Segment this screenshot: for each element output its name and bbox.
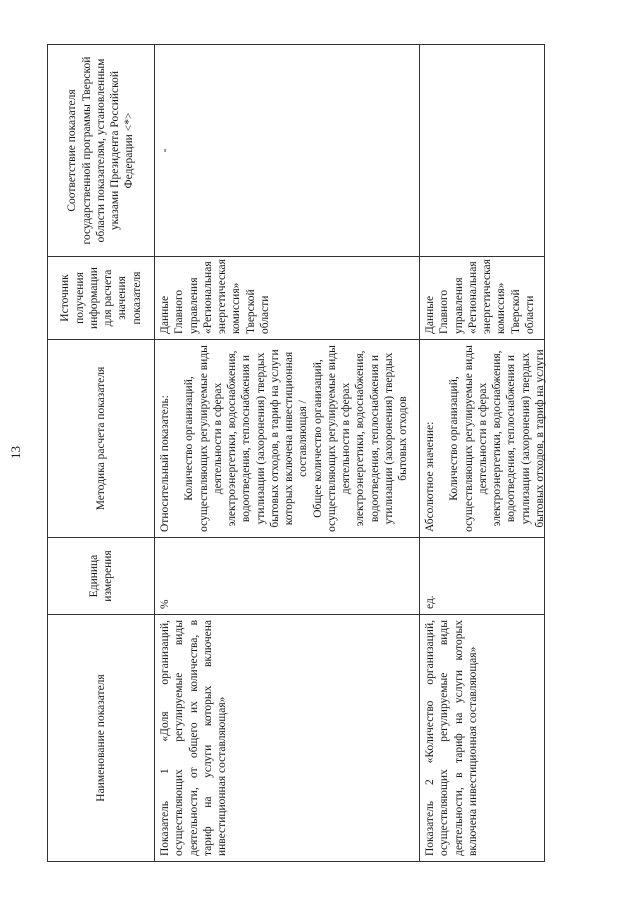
indicator-name-cell: Показатель 1 «Доля организаций, осуществляющих регулируемые виды деятельности, от общего их количества, в тариф на услуги которых включена инвестиционная составляющая»: [155, 615, 420, 862]
table-row: [155, 45, 420, 862]
header-method: Методика расчета показателя: [48, 340, 155, 538]
header-correspondence: Соответствие показателя государственной программы Тверской области показателям, установленным указами Президента Российской Федерации <*>: [48, 45, 155, 257]
method-cell: [420, 340, 545, 538]
unit-cell: ед.: [420, 538, 545, 615]
header-name: Наименование показателя: [48, 615, 155, 862]
method-text: Количество организаций, осуществляющих регулируемые виды деятельности в сферах электроэнергетики, водоснабжения, водоотведения, теплоснабжения и утилизации (захоронения) твердых бытовых отходов, в тариф на услуги: [448, 345, 546, 532]
source-cell: Данные Главного управления «Региональная энергетическая комиссия» Тверской области: [420, 257, 545, 340]
source-cell: Данные Главного управления «Региональная энергетическая комиссия» Тверской области: [155, 257, 420, 340]
correspondence-cell: -: [155, 45, 420, 257]
header-source: Источник получения информации для расчета значения показателя: [48, 257, 155, 340]
method-label: Относительный показатель:: [159, 395, 171, 532]
correspondence-cell: [420, 45, 545, 257]
page-number: 13: [8, 446, 23, 459]
table-row: [420, 45, 545, 862]
method-content: [423, 345, 546, 532]
indicator-table: [47, 44, 545, 862]
method-cell: [155, 340, 420, 538]
table-header-row: [48, 45, 155, 862]
method-numerator: Количество организаций, осуществляющих регулируемые виды деятельности в сферах электроэнергетики, водоснабжения, водоотведения, теплоснабжения и утилизации (захоронения) твердых бытовых отходов, в тариф на услуги которых включена инвестиционная составляющая /: [183, 345, 310, 532]
method-label: Абсолютное значение:: [424, 421, 436, 532]
indicator-name-cell: Показатель 2 «Количество организаций, осуществляющих регулируемые виды деятельности, в тариф на услуги которых включена инвестиционная составляющая»: [420, 615, 545, 862]
method-denominator: Общее количество организаций, осуществляющих регулируемые виды деятельности в сферах электроэнергетики, водоснабжения, водоотведения, теплоснабжения и утилизации (захоронения) твердых бытовых отходов: [311, 345, 409, 532]
header-unit: Единица измерения: [48, 538, 155, 615]
unit-cell: %: [155, 538, 420, 615]
